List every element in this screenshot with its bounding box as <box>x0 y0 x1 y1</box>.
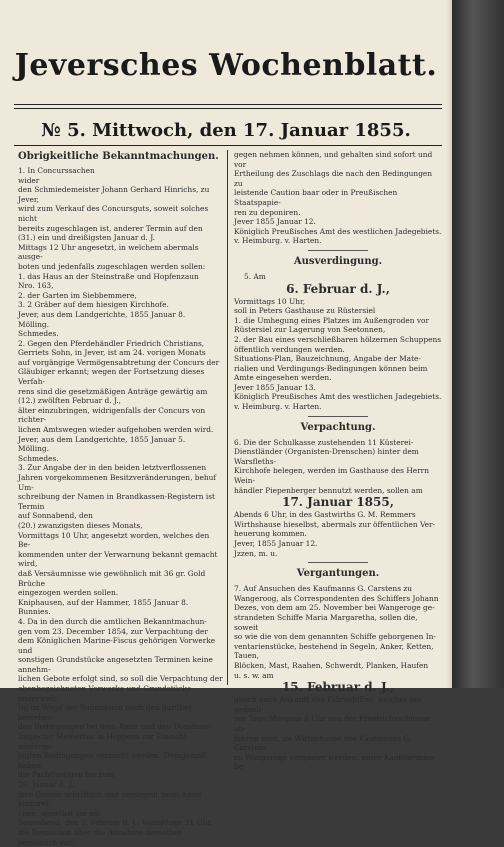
text-line: Jever, <box>18 194 39 204</box>
text-line: 29. Januar d. J., <box>18 780 76 789</box>
text-line: lichen Amtswegen wieder aufgehoben werden wird. <box>18 425 214 435</box>
text-line: den Schmiedemeister Johann Gerhard Hinrichs, zu <box>18 185 210 195</box>
text-line: chen, woselbst sie am <box>18 808 101 818</box>
section2-date: 6. Februar d. J., <box>286 281 390 296</box>
left-lines <box>18 166 223 847</box>
text-line: Schmedes. <box>18 453 59 463</box>
text-line: 4. Da in den durch die amtlichen Bekanntmachun- <box>18 616 207 626</box>
text-line: (12.) zwölften Februar d. J., <box>18 396 122 406</box>
text-line: gegen nehmen können, und gehalten sind sofort und vor <box>234 150 433 169</box>
text-line: gen vom 23. December 1854, zur Verpachtung der <box>18 626 208 636</box>
text-line: rialien und Verdingungs-Bedingungen können beim <box>234 363 428 373</box>
text-line: wider <box>18 175 40 185</box>
section-separator <box>308 416 368 417</box>
text-line: v. Heimburg. v. Harten. <box>234 402 322 412</box>
text-line: gleich nach Ankunft des Fährschiffes, welches am gedach- <box>234 695 422 714</box>
text-line: Abends 6 Uhr, in des Gastwirths G. M. Remmers <box>234 510 416 520</box>
text-line: 1. die Umhegung eines Platzes im Außengroden vor <box>234 315 430 325</box>
text-line: auf Sonnabend, den <box>18 511 93 521</box>
text-line: den Bedingungen bei dem Amte und den Domänen- <box>18 722 212 732</box>
section3-date: 17. Januar 1855, <box>282 495 394 510</box>
text-line: schreibung der Namen in Brandkassen-Registern ist Termin <box>18 492 216 511</box>
issue-line: № 5. Mittwoch, den 17. Januar 1855. <box>41 120 411 141</box>
text-line: Jever, aus dem Landgerichte, 1855 Januar 8. <box>18 309 186 319</box>
text-line: 3. Zur Angabe der in den beiden letztverflossenen <box>18 463 207 473</box>
text-line: Dienstländer (Organisten-Drenschen) hinter dem Warsfleths- <box>234 447 419 466</box>
right-column <box>234 150 442 772</box>
text-line: soll in Peters Gasthause zu Rüstersiel <box>234 306 376 316</box>
text-line: daß Versäumnisse wie gewöhnlich mit 36 gr. Gold Brüche <box>18 568 206 588</box>
text-line: Jzzen, m. u. <box>234 548 278 558</box>
text-line: kommenden unter der Verwarnung bekannt gemacht wird, <box>18 549 218 569</box>
book-edge <box>452 0 504 688</box>
text-line: (20.) zwanzigsten dieses Monats, <box>18 520 143 530</box>
text-line: Rüstersiel zur Lagerung von Seetonnen, <box>234 325 386 335</box>
section4-date: 15. Februar d. J., <box>281 680 395 695</box>
section4-lines-a <box>234 584 442 680</box>
section3-heading: Verpachtung. <box>300 421 376 433</box>
text-line: 1. das Haus an der Steinstraße und Hopfenzaun <box>18 271 199 281</box>
text-line: Ertheilung des Zuschlags die nach den Bedingungen zu <box>234 169 433 188</box>
text-line: eingezogen werden sollen. <box>18 588 119 598</box>
column-divider <box>227 150 228 685</box>
masthead-rule-top <box>14 104 442 105</box>
text-line: lichen Gebote erfolgt sind, so soll die Verpachtung der <box>18 674 223 684</box>
text-line: 2. der Bau eines verschließbaren hölzernen Schuppens <box>234 334 442 344</box>
text-line: Vormittags 10 Uhr, <box>234 296 306 306</box>
text-line: Vormittags 10 Uhr, angesetzt worden, welches den Be- <box>18 530 210 550</box>
text-line: strandeten Schiffe Maria Margaretha, sollen die, soweit <box>234 612 418 632</box>
text-line: v. Heimburg. v. Harten. <box>234 236 322 246</box>
text-line: heuerung kommen. <box>234 529 307 539</box>
text-line: Mittags 12 Uhr angesetzt, in welchem abermals ausge- <box>18 242 199 262</box>
text-line: Gläubiger erkannt; wegen der Fortsetzung dieses Verfah- <box>18 367 205 387</box>
text-line: 2. Gegen den Pferdehändler Friedrich Christians, <box>18 338 205 348</box>
issue-rule <box>14 145 442 146</box>
text-line: Jever, 1855 Januar 12. <box>234 539 318 548</box>
text-line: ihre Gebote schriftlich und versiegelt beim Amte einzurei- <box>18 789 202 809</box>
text-line: Wirthshause hieselbst, abermals zur öffentlichen Ver- <box>234 519 436 529</box>
text-line: Kniphausen, auf der Hammer, 1855 Januar 8. <box>18 597 189 607</box>
section2-intro: 5. Am <box>244 271 266 281</box>
text-line: Mölling. <box>18 319 49 329</box>
left-column <box>18 150 223 847</box>
text-line: Mölling. <box>18 444 49 454</box>
text-line: Schmedes. <box>18 329 59 339</box>
section4-lines-b <box>234 695 442 772</box>
text-line: fahren wird, im Wirthshause des Kaufmanns G. Carstens <box>234 733 412 753</box>
right-top-lines <box>234 150 442 246</box>
text-line: Bunnies. <box>18 607 51 617</box>
section2-lines <box>234 297 442 412</box>
text-line: Sonnabend, den 3. Februar d. J., Vormittags 11 Uhr, <box>18 818 213 828</box>
text-line: bereits zugeschlagen ist, anderer Termin auf den <box>18 223 203 233</box>
text-line: ten Tage Morgens 8 Uhr von der Friedrichsschleuse ab- <box>234 714 430 733</box>
text-line: die Pachtlustigen bis zum <box>18 770 115 780</box>
text-line: wird zum Verkauf des Concursguts, soweit solches nicht <box>18 204 209 223</box>
masthead-rule-bottom <box>14 108 442 109</box>
text-line: Dezes, von dem am 25. November bei Wangeroge ge- <box>234 603 435 613</box>
section-separator <box>308 562 368 563</box>
text-line: Situations-Plan, Bauzeichnung, Angabe der Mate- <box>234 354 421 364</box>
text-line: Blöcken, Mast, Raahen, Schwerdt, Planken, Haufen <box>234 660 429 670</box>
text-line: Wangeroog, als Correspondenten des Schiffers Johann <box>234 593 439 603</box>
section3-lines-b <box>234 510 442 558</box>
text-line: Königlich Preußisches Amt des westlichen Jadegebiets. <box>234 226 442 236</box>
text-line: Jever 1855 Januar 12. <box>234 217 316 227</box>
text-line: Amte eingesehen werden. <box>234 373 332 383</box>
text-line: legten Bedingungen versucht werden. Demgemäß haben <box>18 751 207 770</box>
section4-heading: Vergantungen. <box>296 568 380 580</box>
section2-heading: Ausverdingung. <box>293 255 383 267</box>
text-line: Nro. 163, <box>18 281 54 291</box>
text-line: sonstigen Grundstücke angesetzten Terminen keine annehm- <box>18 655 213 674</box>
text-line: 3. 2 Gräber auf dem hiesigen Kirchhofe. <box>18 300 169 310</box>
masthead-title: Jeversches Wochenblatt. <box>14 48 438 83</box>
text-line: auf vorgängige Vermögensabtretung der Concurs der <box>18 357 220 367</box>
text-line: zu Wangeroge vergantet werden, unter Kaufstermine be- <box>234 752 435 772</box>
text-line: tig im Wege der Submission nach den darüber bestehen- <box>18 703 193 722</box>
text-line: ren zu deponiren. <box>234 207 301 217</box>
text-line: u. s. w. am <box>234 670 274 680</box>
text-line: (31.) ein und dreißigsten Januar d. J. <box>18 233 155 243</box>
text-line: 1. In Concurssachen <box>18 166 95 175</box>
text-line: Inspector Meinertus in Heppens zur Einsicht niederge- <box>18 732 187 751</box>
text-line: 7. Auf Ansuchen des Kaufmanns G. Carstens zu <box>234 584 412 594</box>
text-line: Gerriets Sohn, in Jever, ist am 24. vorigen Monats <box>18 348 206 358</box>
text-line: dem Königlichen Marine-Fiscus gehörigen Vorwerke und <box>18 636 216 655</box>
text-line: die Resolution über die Annahme derselben persönlich ent- <box>18 827 183 847</box>
text-line: älter einzubringen, widrigenfalls der Concurs von richter- <box>18 405 206 425</box>
text-line: rens sind die gesetzmäßigen Anträge gewärtig am <box>18 386 208 396</box>
text-line: so wie die von dem genannten Schiffe geborgenen In- <box>234 632 436 642</box>
text-line: ventarienstücke, bestehend in Segeln, Anker, Ketten, Tauen, <box>234 641 434 661</box>
text-line: Kirchhofe belegen, werden im Gasthause des Herrn Wein- <box>234 466 429 486</box>
text-line: obenbezeichneten Vorwerke und Grundstücke anderweit- <box>18 684 192 703</box>
text-line: Jever 1855 Januar 13. <box>234 382 316 392</box>
text-line: Königlich Preußisches Amt des westlichen Jadegebiets. <box>234 392 442 402</box>
text-line: leistende Caution baar oder in Preußischen Staatspapie- <box>234 188 398 207</box>
text-line: öffentlich verdungen werden. <box>234 344 345 354</box>
text-line: 6. Die der Schulkasse zustehenden 11 Küsterei- <box>234 437 414 447</box>
section3-lines-a <box>234 438 442 496</box>
section-separator <box>308 250 368 251</box>
left-heading: Obrigkeitliche Bekanntmachungen. <box>18 151 219 162</box>
text-line: Jever, aus dem Landgerichte, 1855 Januar 5. <box>18 434 186 444</box>
text-line: Jahren vorgekommenen Besitzveränderungen, behuf Um- <box>18 473 217 492</box>
text-line: boten und jedenfalls zugeschlagen werden sollen: <box>18 261 206 271</box>
text-line: händler Piepenberger bennutzt werden, sollen am <box>234 485 423 495</box>
text-line: 2. der Garten im Siebbemmere, <box>18 290 137 300</box>
